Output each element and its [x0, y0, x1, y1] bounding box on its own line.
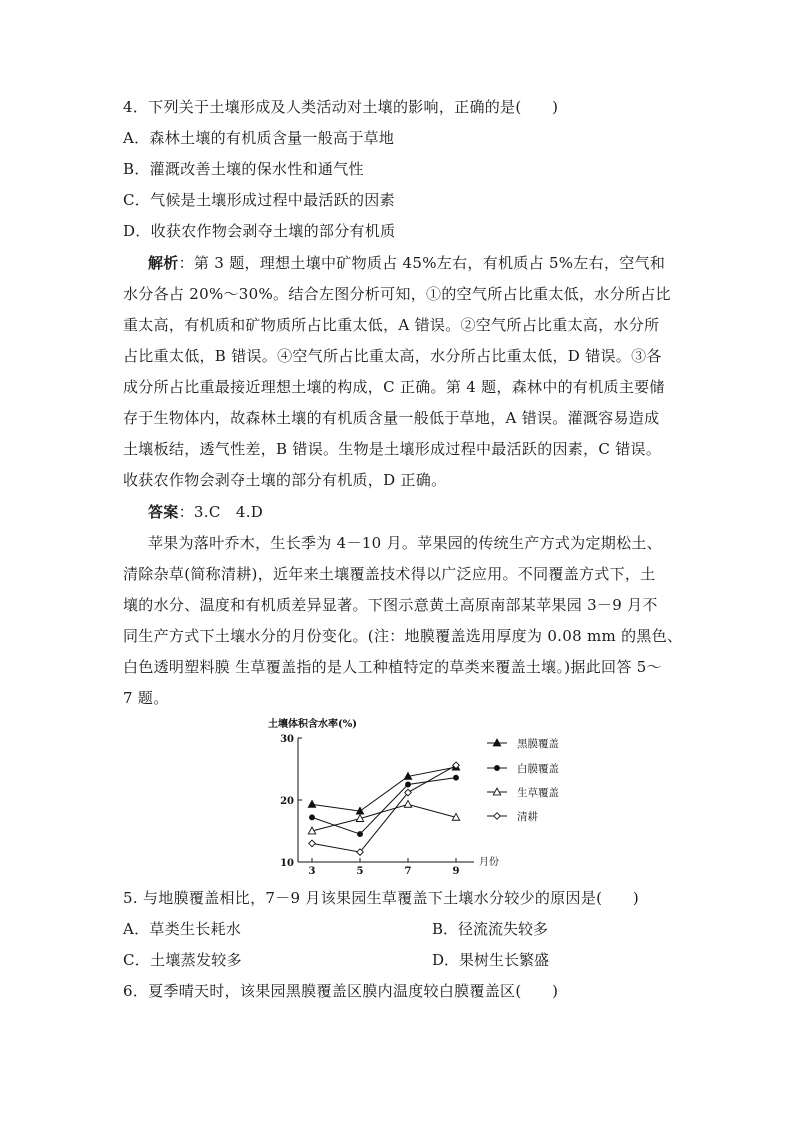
data-point	[309, 840, 316, 847]
analysis-line: 占比重太低，B 错误。④空气所占比重太高，水分所占比重太低，D 错误。③各	[123, 347, 662, 365]
q5-option-d: D．果树生长繁盛	[432, 951, 550, 969]
q4-option-b: B．灌溉改善土壤的保水性和通气性	[123, 160, 364, 178]
x-tick-label: 9	[452, 866, 460, 877]
legend-label: 生草覆盖	[517, 787, 559, 799]
q5-option-b: B．径流流失较多	[432, 920, 549, 938]
legend-item	[487, 737, 559, 750]
axis-ticks	[280, 734, 459, 877]
answer-text: ：3.C 4.D	[178, 503, 264, 521]
data-point	[308, 800, 315, 807]
x-axis-label: 月份	[479, 857, 499, 868]
data-point	[358, 832, 363, 837]
answer-label: 答案	[148, 503, 179, 521]
legend-marker	[495, 766, 500, 771]
analysis-line: 成分所占比重最接近理想土壤的构成，C 正确。第 4 题，森林中的有机质主要储	[123, 378, 665, 396]
soil-moisture-chart	[262, 712, 562, 880]
legend-item	[487, 810, 538, 823]
analysis-line: 重太高，有机质和矿物质所占比重太低，A 错误。②空气所占比重太高，水分所	[123, 316, 660, 334]
y-tick-label: 10	[280, 858, 294, 869]
q5-option-a: A．草类生长耗水	[123, 920, 242, 938]
x-tick-label: 3	[308, 866, 316, 877]
intro-line: 白色透明塑料膜 生草覆盖指的是人工种植特定的草类来覆盖土壤。)据此回答 5～	[123, 658, 662, 676]
legend-label: 黑膜覆盖	[517, 738, 559, 750]
series-line	[312, 804, 456, 831]
q4-option-c: C．气候是土壤形成过程中最活跃的因素	[123, 191, 395, 209]
y-tick-label: 20	[280, 796, 294, 807]
intro-line: 清除杂草(简称清耕)，近年来土壤覆盖技术得以广泛应用。不同覆盖方式下，土	[123, 565, 656, 583]
analysis-line: 土壤板结，透气性差，B 错误。生物是土壤形成过程中最活跃的因素，C 错误。	[123, 440, 662, 458]
legend-label: 白膜覆盖	[517, 763, 559, 775]
data-point	[404, 800, 411, 807]
x-tick-label: 5	[356, 866, 364, 877]
legend-item	[487, 762, 559, 775]
analysis-line: 收获农作物会剥夺土壤的部分有机质，D 正确。	[123, 471, 447, 489]
legend-marker	[494, 813, 501, 820]
data-point	[310, 815, 315, 820]
q4-option-a: A．森林土壤的有机质含量一般高于草地	[123, 129, 395, 147]
q4-stem: 4．下列关于土壤形成及人类活动对土壤的影响，正确的是( )	[123, 98, 559, 116]
series-lines	[308, 762, 459, 855]
analysis-line: 存于生物体内，故森林土壤的有机质含量一般低于草地，A 错误。灌溉容易造成	[123, 409, 660, 427]
answer-line	[148, 502, 263, 522]
y-tick-label: 30	[280, 734, 294, 745]
chart-legend	[487, 737, 559, 823]
analysis-line	[148, 253, 665, 273]
data-point	[406, 782, 411, 787]
analysis-label: 解析	[148, 254, 179, 272]
analysis-text: ：第 3 题，理想土壤中矿物质占 45%左右，有机质占 5%左右，空气和	[178, 254, 666, 272]
series-line	[312, 767, 456, 811]
q6-stem: 6．夏季晴天时，该果园黑膜覆盖区膜内温度较白膜覆盖区( )	[123, 982, 559, 1000]
q4-option-d: D．收获农作物会剥夺土壤的部分有机质	[123, 222, 396, 240]
intro-line: 苹果为落叶乔木，生长季为 4－10 月。苹果园的传统生产方式为定期松土、	[148, 534, 662, 552]
y-axis-label: 土壤体积含水率(%)	[268, 719, 357, 730]
q5-option-c: C．土壤蒸发较多	[123, 951, 242, 969]
intro-line: 同生产方式下土壤水分的月份变化。(注：地膜覆盖选用厚度为 0.08 mm 的黑色、	[123, 627, 683, 645]
q5-stem: 5. 与地膜覆盖相比，7－9 月该果园生草覆盖下土壤水分较少的原因是( )	[123, 889, 640, 907]
analysis-line: 水分各占 20%～30%。结合左图分析可知，①的空气所占比重太低，水分所占比	[123, 285, 671, 303]
legend-item	[487, 786, 559, 799]
x-tick-label: 7	[404, 866, 412, 877]
intro-line: 7 题。	[123, 689, 169, 707]
legend-label: 清耕	[517, 811, 538, 823]
intro-line: 壤的水分、温度和有机质差异显著。下图示意黄土高原南部某苹果园 3－9 月不	[123, 596, 658, 614]
series-2	[310, 775, 459, 836]
series-1	[308, 763, 459, 814]
series-3	[308, 800, 459, 833]
data-point	[454, 775, 459, 780]
